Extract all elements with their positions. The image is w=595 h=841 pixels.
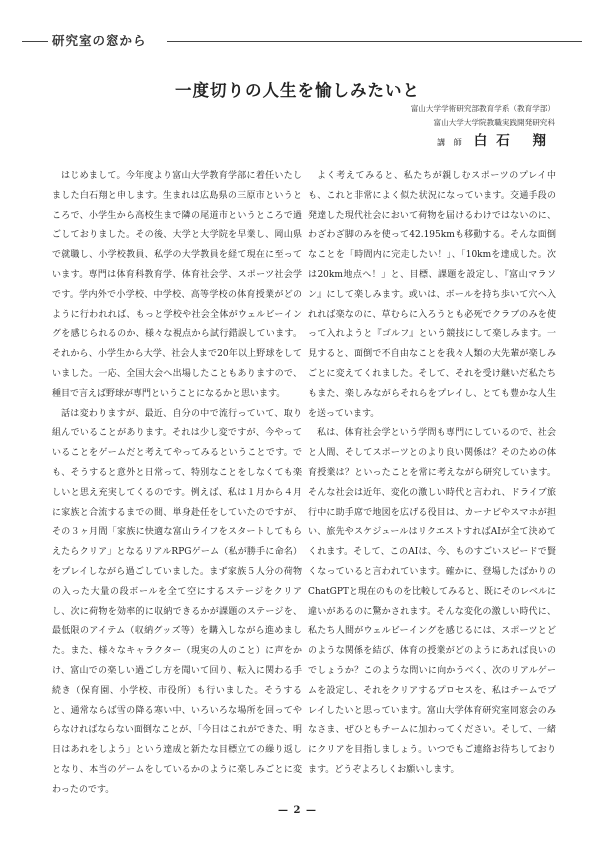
article-title: 一度切りの人生を愉しみたいと <box>175 81 420 100</box>
paragraph: 私は、体育社会学という学問も専門にしているので、社会と人間、そしてスポーツとのより良い関係は？そのための体育授業は？といったことを常に考えながら研究しています。そんな社会は近年、変化の激しい時代と言われ、ドライブ旅行中に助手席で地図を広げる役目は、カーナビやスマホが担い、旅先やスケジュールはリクエストすればAIが全て決めてくれます。そして、このAIは、今、ものすごいスピードで賢くなっていると言われています。確かに、登場したばかりのChatGPTと現在のものを比較してみると、既にそのレベルに違いがあるのに驚かされます。そんな変化の激しい時代に、私たち人間がウェルビーイングを感じるには、スポーツとどのような関係を結び、体育の授業がどのようにあれば良いのでしょうか？このような問いに向かうべく、次のリアルゲームを設定し、それをクリアするプロセスを、私はチームでプレイしたいと思っています。富山大学体育研究室同窓会のみなさま、ぜひともチームに加わってください。そして、一緒にクリアを目指しましょう。いつでもご連絡お待ちしております。どうぞよろしくお願いします。 <box>308 428 556 775</box>
paragraph: はじめまして。今年度より富山大学教育学部に着任いたしました白石翔と申します。生まれは広島県の三原市というところで、小学生から高校生まで隣の尾道市というところで過ごしておりました。その後、大学と大学院を早業し、岡山県で就職し、小学校教員、私学の大学教員を経て現在に至っています。専門は体育科教育学、体育社会学、スポーツ社会学です。学内外で小学校、中学校、高等学校の体育授業がどのように行われれば、もっと学校や社会全体がウェルビーイングを感じられるのか、様々な視点から試行錯誤しています。それから、小学生から大学、社会人まで20年以上野球をしていました。一応、全国大会へ出場したこともありますので、種目で言えば野球が専門ということになるかと思います。 <box>52 171 302 399</box>
body-column-left <box>52 167 302 801</box>
header-rule-left <box>22 41 48 42</box>
author-line <box>437 129 555 149</box>
paragraph: 話は変わりますが、最近、自分の中で流行っていて、取り組んでいることがあります。それは少し変ですが、今やっていることをゲームだと考えてやってみるということです。でも、そうすると意外と日常って、特別なことをしなくても楽しいと思え充実してくるのです。例えば、私は１月から４月に家族と合流するまでの間、単身赴任をしていたのですが、その３ヶ月間「家族に快適な富山ライフをスタートしてもらえたらクリア」となるリアルRPGゲーム（私が勝手に命名）をプレイしながら過ごしていました。まず家族５人分の荷物の入った大量の段ボールを全て空にするステージをクリアし、次に荷物を効率的に収納できるかが課題のステージを、最低限のアイテム（収納グッズ等）を購入しながら進めました。また、様々なキャラクター（現実の人のこと）に声をかけ、富山での楽しい過ごし方を聞いて回り、転入に関わる手続き（保育園、小学校、市役所）も行いました。そうすると、通常ならば雪の降る寒い中、いろいろな場所を回ってやらなければならない面倒なことが、「今日はこれができた、明日はあれをしよう」という達成と新たな目標立ての繰り返しとなり、本当のゲームをしているかのように楽しみごとに変わったのです。 <box>52 408 302 795</box>
section-header <box>22 31 582 47</box>
author-affiliation-2: 富山大学大学院教職実践開発研究科 <box>433 118 555 127</box>
author-affiliation-1: 富山大学学術研究部教育学系（教育学部） <box>410 104 555 113</box>
author-name: 白石 翔 <box>473 133 555 149</box>
body-column-right <box>308 167 556 781</box>
header-rule-right <box>167 41 582 42</box>
paragraph: よく考えてみると、私たちが親しむスポーツのプレイ中も、これと非常によく似た状況になっています。交通手段の発達した現代社会において荷物を届けるわけではないのに、わざわざ脚のみを使って42.195kmも移動する。そんな面倒なことを「時間内に完走したい！」、「10kmを達成した。次は20km地点へ！」と、目標、課題を設定し、『富山マラソン』にして楽しみます。或いは、ボールを持ち歩いて穴へ入れれば楽なのに、草むらに入ろうとも必死でクラブのみを使って入れようと『ゴルフ』という競技にして楽しみます。一見すると、面倒で不自由なことを我々人類の大先輩が楽しみごとに変えてくれました。そして、それを受け継いだ私たちもまた、楽しみながらそれらをプレイし、とても豊かな人生を送っています。 <box>308 171 556 419</box>
author-role: 講 師 <box>437 138 465 147</box>
section-label: 研究室の窓から <box>52 33 147 48</box>
page-number: — 2 — <box>278 805 317 816</box>
